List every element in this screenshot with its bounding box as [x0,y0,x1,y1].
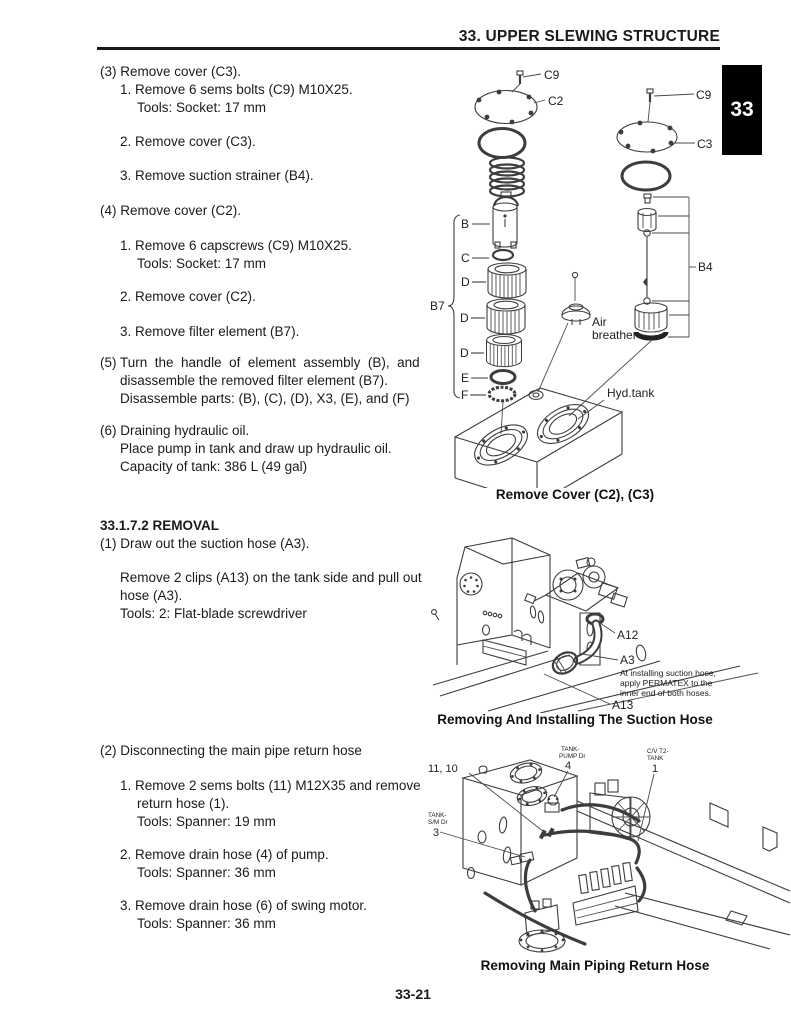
o-ring-c3-icon [622,162,670,190]
air-breather-icon [562,304,590,325]
step-6-line-3: Capacity of tank: 386 L (49 gal) [120,459,308,474]
label-cv-t2-2: TANK [647,755,664,762]
label-1: 1 [652,763,659,775]
removal-step-2-sub-1b: return hose (1). [137,796,230,811]
hydraulic-tank-body [463,760,577,885]
step-4-sub-2: 2. Remove cover (C2). [120,289,256,304]
sems-bolt-c9-left-icon [512,71,523,92]
permatex-note-line-1: At installing suction hose, [620,668,716,678]
pump-assembly [545,780,650,838]
cover-c3-icon [617,121,677,154]
label-c9-right: C9 [696,88,712,102]
permatex-note-line-2: apply PERMATEX to the [620,678,713,688]
step-3-sub-2: 2. Remove cover (C3). [120,134,256,149]
step-4-heading: (4) Remove cover (C2). [100,203,242,218]
hydraulic-tank-body [457,538,550,648]
ring-f-icon [489,387,515,401]
removal-step-2-tools-1: Tools: Spanner: 19 mm [137,814,276,829]
removal-step-1-tools: Tools: 2: Flat-blade screwdriver [120,606,307,621]
label-b: B [461,217,470,231]
b7-brace [448,215,460,398]
removal-section-heading: 33.1.7.2 REMOVAL [100,518,220,533]
hydraulic-tank-icon [455,388,622,488]
step-5-line-2: disassemble the removed filter element (B7). [120,373,388,388]
figure3-caption: Removing Main Piping Return Hose [480,958,710,973]
cover-c2-icon [475,90,537,125]
element-assembly-b-icon [493,192,518,248]
label-tank-sm-2: S/M Dr [428,819,448,826]
o-ring-c2-icon [479,129,525,158]
label-a13: A13 [612,698,634,712]
removal-step-2-sub-1a: 1. Remove 2 sems bolts (11) M12X35 and remove [120,778,421,793]
pump-assembly [525,558,627,624]
step-5-line-3: Disassemble parts: (B), (C), (D), X3, (E), and (F) [120,391,410,406]
label-f: F [461,388,469,402]
permatex-note-line-3: inner end of both hoses. [620,688,712,698]
label-b4: B4 [698,260,713,274]
step-3-sub-3: 3. Remove suction strainer (B4). [120,168,314,183]
label-c9-left: C9 [544,68,560,82]
removal-step-2: (2) Disconnecting the main pipe return hose [100,743,362,758]
figure-return-hose-diagram [425,743,790,961]
figure2-caption: Removing And Installing The Suction Hose [437,712,713,727]
label-air-breather-1: Air [592,315,607,329]
label-tank-sm-1: TANK- [428,812,447,819]
spring-icon [490,158,524,197]
filter-element-d1-icon [488,263,526,298]
label-a12: A12 [617,628,639,642]
step-6-line-2: Place pump in tank and draw up hydraulic oil. [120,441,392,456]
loose-bolt-icon [432,610,439,620]
removal-step-2-tools-3: Tools: Spanner: 36 mm [137,916,276,931]
label-a3: A3 [620,653,635,667]
label-cv-t2-1: C/V T2- [647,748,669,755]
step-3-sub-1: 1. Remove 6 sems bolts (C9) M10X25. [120,82,353,97]
filter-element-d3-icon [487,334,522,366]
removal-step-2-sub-2: 2. Remove drain hose (4) of pump. [120,847,329,862]
figure1-caption: Remove Cover (C2), (C3) [495,487,655,502]
label-d1: D [461,275,470,289]
label-4: 4 [565,760,572,772]
label-c: C [461,251,470,265]
step-4-sub-1: 1. Remove 6 capscrews (C9) M10X25. [120,238,352,253]
label-d3: D [460,346,469,360]
label-hyd-tank: Hyd.tank [607,386,655,400]
removal-step-2-sub-3: 3. Remove drain hose (6) of swing motor. [120,898,367,913]
removal-step-1-line-2: Remove 2 clips (A13) on the tank side and pull out [120,570,422,585]
page-title: 33. UPPER SLEWING STRUCTURE [458,28,720,45]
label-3: 3 [433,827,440,839]
step-3-tools-1: Tools: Socket: 17 mm [137,100,267,115]
sems-bolt-c9-right-icon [647,89,653,122]
label-b7: B7 [430,299,445,313]
label-tank-pump-2: PUMP Dr [559,753,586,760]
page-number: 33-21 [395,986,431,1002]
o-ring-c-icon [493,250,513,260]
label-e: E [461,371,470,385]
step-3-heading: (3) Remove cover (C3). [100,64,242,79]
chapter-tab: 33 [722,65,762,155]
label-c2: C2 [548,94,564,108]
step-6-heading: (6) Draining hydraulic oil. [100,423,250,438]
pump-drain-port-4 [545,795,559,812]
removal-step-1: (1) Draw out the suction hose (A3). [100,536,310,551]
label-d2: D [460,311,469,325]
header-rule [97,47,720,50]
suction-hose-a3-icon [549,624,598,678]
ring-e-icon [491,371,515,384]
return-hoses [485,805,645,944]
label-c3: C3 [697,137,713,151]
figure-suction-hose-diagram [428,533,758,713]
figure-remove-cover-diagram [428,56,746,488]
step-5-line-1: (5) Turn the handle of element assembly (B), and [100,355,420,370]
label-air-breather-2: breather [592,328,637,342]
air-breather-bolt-icon [572,272,577,301]
step-4-tools-1: Tools: Socket: 17 mm [137,256,267,271]
removal-step-1-line-3: hose (A3). [120,588,183,603]
removal-step-2-tools-2: Tools: Spanner: 36 mm [137,865,276,880]
step-4-sub-3: 3. Remove filter element (B7). [120,324,300,339]
filter-element-d2-icon [487,299,525,334]
label-tank-pump-1: TANK- [561,746,580,753]
label-bolts-11-10: 11, 10 [428,763,458,775]
